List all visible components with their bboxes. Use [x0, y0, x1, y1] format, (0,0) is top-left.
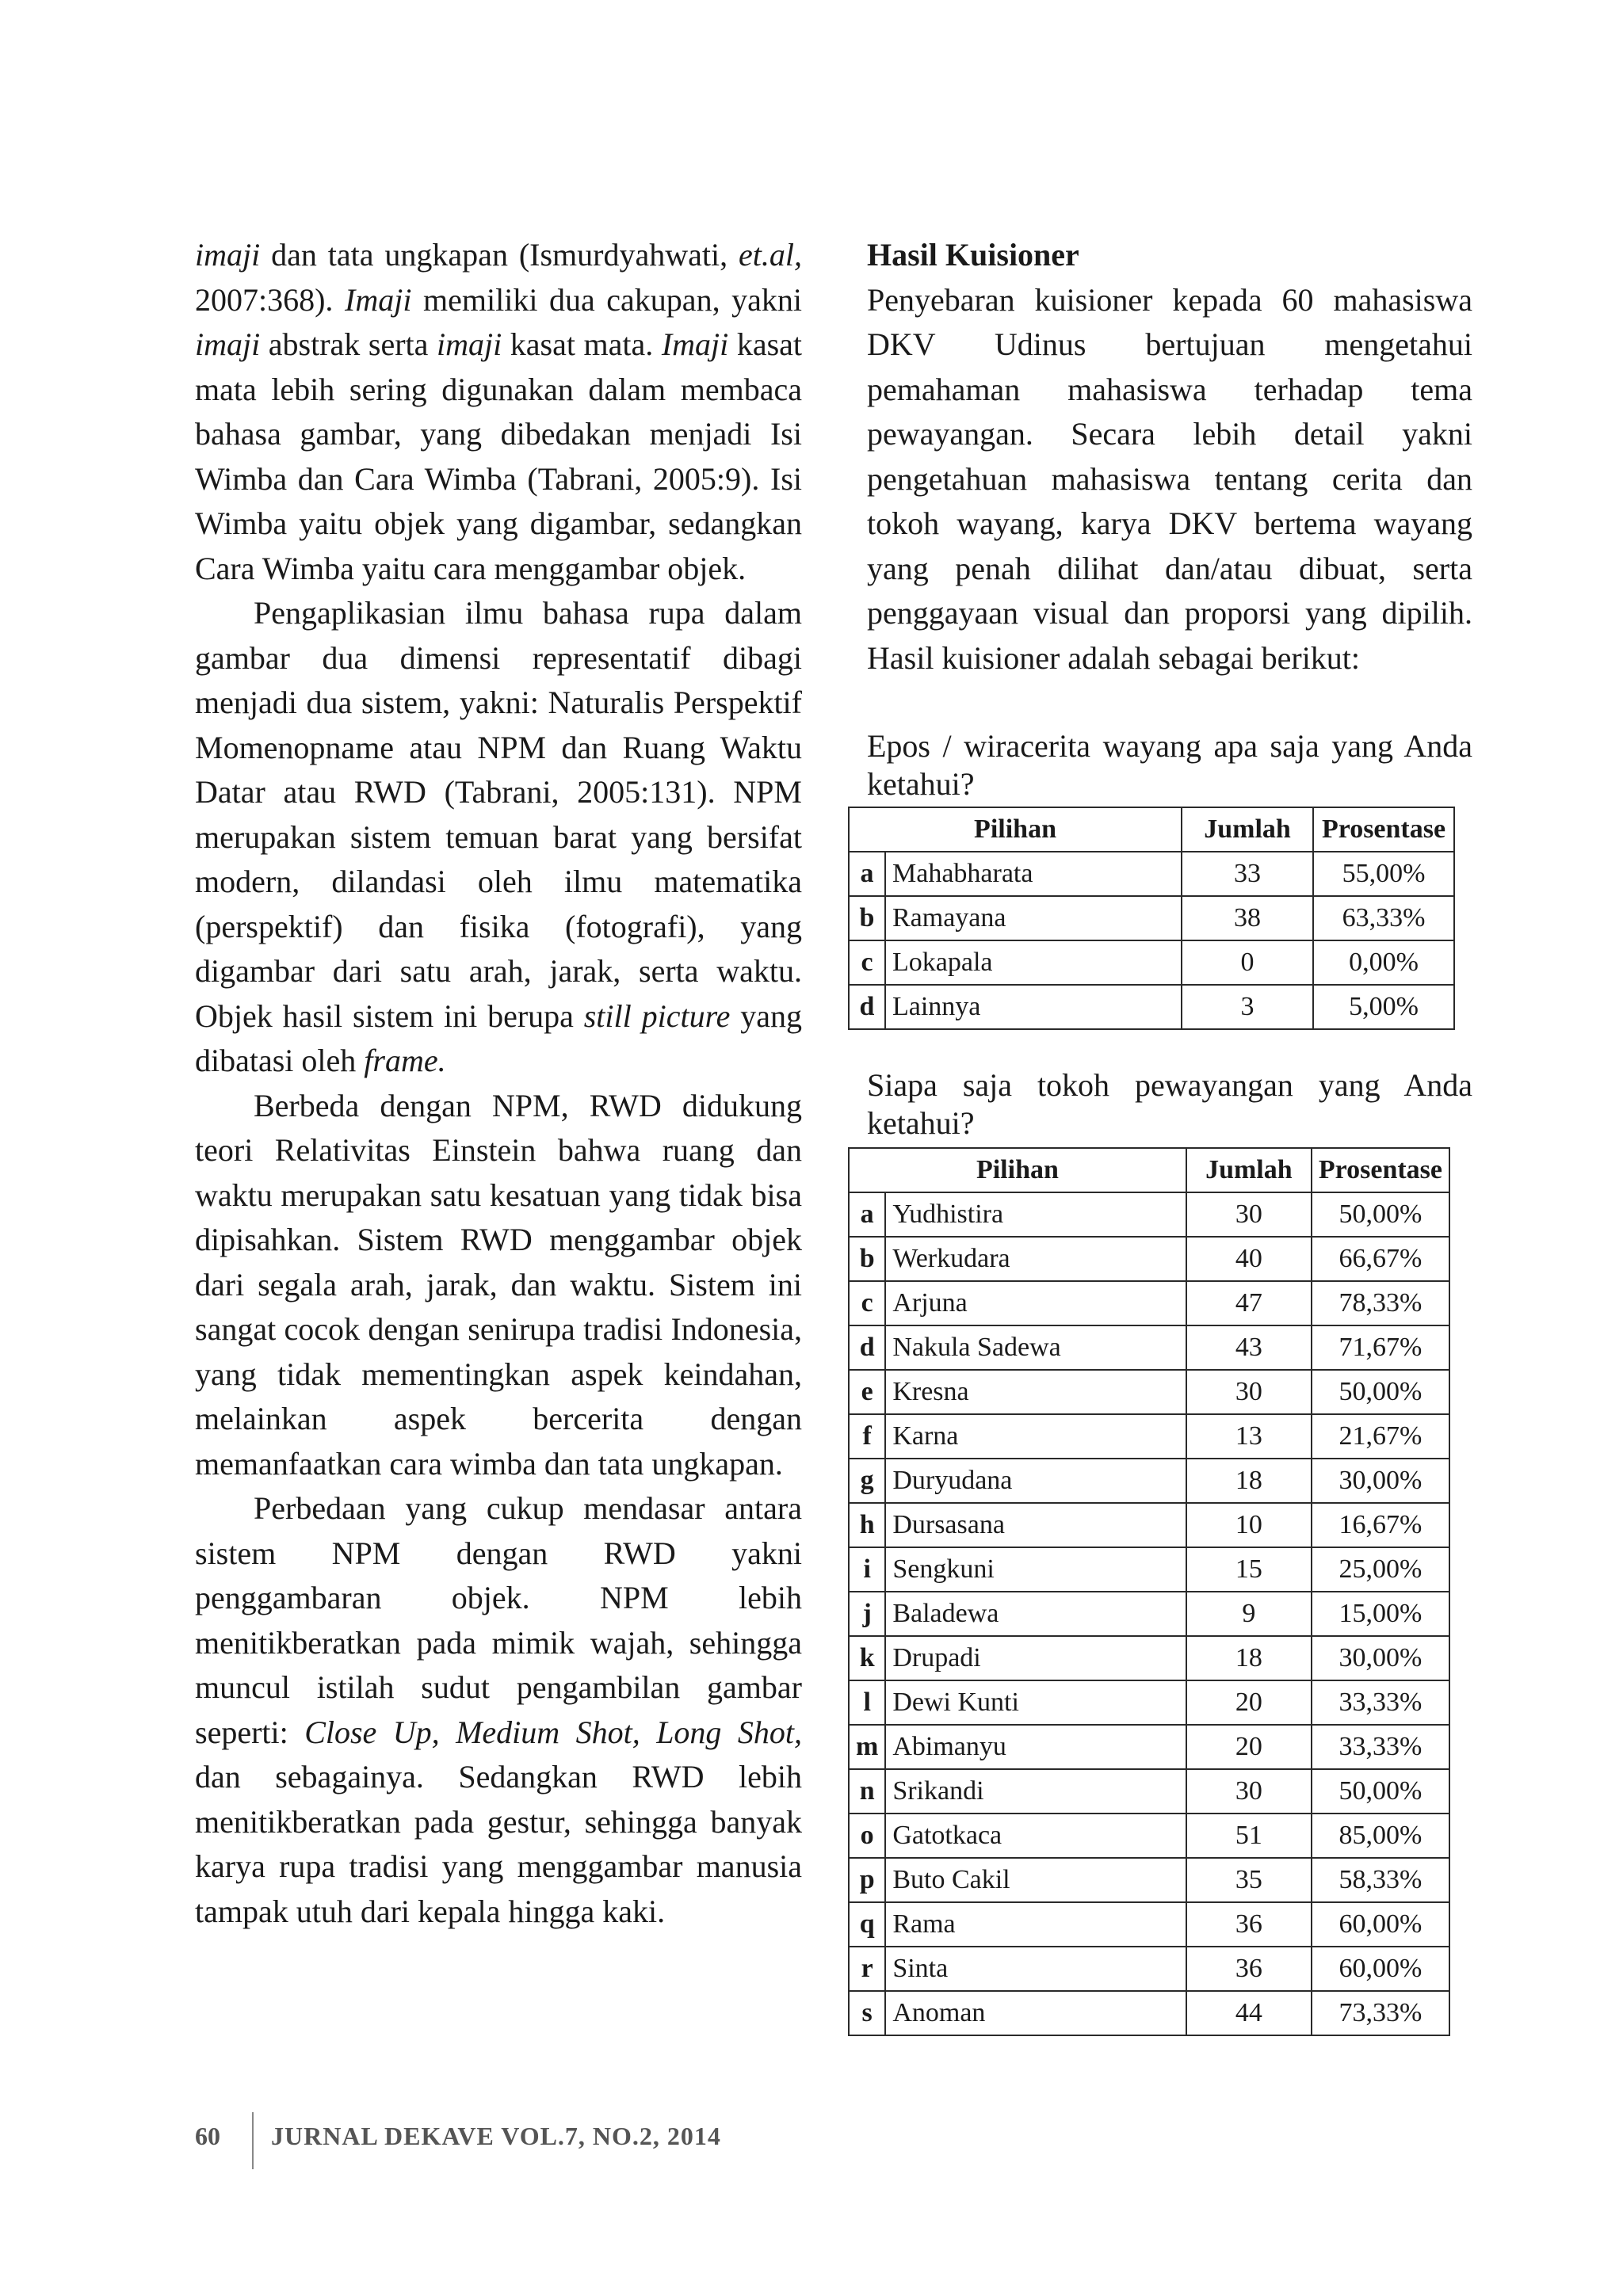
row-percentage: 33,33%	[1312, 1680, 1449, 1725]
footer-divider	[252, 2112, 254, 2169]
row-count: 33	[1182, 852, 1313, 896]
row-percentage: 50,00%	[1312, 1769, 1449, 1814]
row-count: 15	[1186, 1547, 1312, 1592]
text-run: kasat mata.	[502, 326, 662, 362]
row-option: Ramayana	[885, 896, 1182, 940]
row-option: Sengkuni	[885, 1547, 1186, 1592]
table-row	[849, 1991, 1449, 2035]
text-run: abstrak serta	[260, 326, 437, 362]
row-option: Gatotkaca	[885, 1814, 1186, 1858]
row-count: 9	[1186, 1592, 1312, 1636]
paragraph-3	[195, 1084, 802, 1487]
table-row	[849, 852, 1454, 896]
text-run: 2007:368).	[195, 281, 345, 318]
table-row	[849, 1725, 1449, 1769]
text-run: et.al,	[739, 237, 802, 273]
row-option: Yudhistira	[885, 1192, 1186, 1237]
table-row	[849, 940, 1454, 985]
table-row	[849, 1237, 1449, 1281]
row-count: 40	[1186, 1237, 1312, 1281]
paragraph-4	[195, 1486, 802, 1934]
text-run: imaji	[436, 326, 502, 362]
row-option: Kresna	[885, 1370, 1186, 1414]
section-title: Hasil Kuisioner	[867, 237, 1079, 273]
row-count: 47	[1186, 1281, 1312, 1325]
row-letter: q	[849, 1902, 885, 1947]
table-row	[849, 1769, 1449, 1814]
row-letter: h	[849, 1503, 885, 1547]
table-row	[849, 1503, 1449, 1547]
row-letter: d	[849, 1325, 885, 1370]
intro-paragraph: Penyebaran kuisioner kepada 60 mahasiswa DKV Udinus bertujuan mengetahui pemahaman mahasiswa terhadap tema pewayangan. Secara lebih detail yakni pengetahuan mahasiswa tentang cerita dan tokoh wayang, karya DKV bertema wayang yang penah dilihat dan/atau dibuat, serta penggayaan visual dan proporsi yang dipilih. Hasil kuisioner adalah sebagai berikut:	[867, 281, 1472, 676]
row-count: 30	[1186, 1370, 1312, 1414]
page-number: 60	[195, 2122, 220, 2150]
row-percentage: 21,67%	[1312, 1414, 1449, 1459]
row-letter: d	[849, 985, 885, 1029]
row-letter: g	[849, 1459, 885, 1503]
table-header-row	[849, 807, 1454, 852]
epos-table	[848, 807, 1455, 1030]
row-percentage: 33,33%	[1312, 1725, 1449, 1769]
row-letter: b	[849, 1237, 885, 1281]
table-row	[849, 1947, 1449, 1991]
table-row	[849, 985, 1454, 1029]
text-run: imaji	[195, 326, 261, 362]
row-letter: a	[849, 852, 885, 896]
row-letter: c	[849, 940, 885, 985]
row-letter: s	[849, 1991, 885, 2035]
table-row	[849, 1281, 1449, 1325]
row-percentage: 55,00%	[1313, 852, 1454, 896]
table-header-row	[849, 1148, 1449, 1192]
row-count: 35	[1186, 1858, 1312, 1902]
journal-title: JURNAL DEKAVE VOL.7, NO.2, 2014	[271, 2122, 721, 2150]
table-row	[849, 1902, 1449, 1947]
table-row	[849, 1414, 1449, 1459]
header-prosentase: Prosentase	[1312, 1148, 1449, 1192]
row-percentage: 73,33%	[1312, 1991, 1449, 2035]
row-percentage: 25,00%	[1312, 1547, 1449, 1592]
row-count: 30	[1186, 1192, 1312, 1237]
text-run: kasat mata lebih sering digunakan dalam membaca bahasa gambar, yang dibedakan menjadi Isi Wimba dan Cara Wimba (Tabrani, 2005:9). Isi Wimba yaitu objek yang digambar, sedangkan Cara Wimba yaitu cara menggambar objek.	[195, 326, 803, 586]
table-row	[849, 1192, 1449, 1237]
row-percentage: 58,33%	[1312, 1858, 1449, 1902]
row-count: 18	[1186, 1459, 1312, 1503]
paragraph-1	[195, 233, 802, 591]
table-row	[849, 1370, 1449, 1414]
header-pilihan: Pilihan	[849, 1148, 1186, 1192]
table-row	[849, 1592, 1449, 1636]
row-option: Lokapala	[885, 940, 1182, 985]
text-run: Perbedaan yang cukup mendasar antara sistem NPM dengan RWD yakni penggambaran objek. NPM lebih menitikberatkan pada mimik wajah, sehingga muncul istilah sudut pengambilan gambar seperti:	[195, 1490, 802, 1750]
row-percentage: 50,00%	[1312, 1192, 1449, 1237]
row-count: 51	[1186, 1814, 1312, 1858]
row-percentage: 0,00%	[1313, 940, 1454, 985]
row-letter: l	[849, 1680, 885, 1725]
tokoh-table	[848, 1147, 1450, 2036]
header-jumlah: Jumlah	[1186, 1148, 1312, 1192]
row-option: Werkudara	[885, 1237, 1186, 1281]
row-letter: a	[849, 1192, 885, 1237]
row-count: 18	[1186, 1636, 1312, 1680]
text-run: dan sebagainya. Sedangkan RWD lebih menitikberatkan pada gestur, sehingga banyak karya rupa tradisi yang menggambar manusia tampak utuh dari kepala hingga kaki.	[195, 1759, 802, 1929]
question-1: Epos / wiracerita wayang apa saja yang Anda ketahui?	[867, 728, 1472, 802]
row-option: Dursasana	[885, 1503, 1186, 1547]
row-letter: k	[849, 1636, 885, 1680]
row-percentage: 71,67%	[1312, 1325, 1449, 1370]
paragraph-2	[195, 591, 802, 1084]
row-option: Drupadi	[885, 1636, 1186, 1680]
header-pilihan: Pilihan	[849, 807, 1182, 852]
row-option: Baladewa	[885, 1592, 1186, 1636]
row-option: Sinta	[885, 1947, 1186, 1991]
right-column	[867, 233, 1472, 704]
row-count: 36	[1186, 1947, 1312, 1991]
table-row	[849, 1814, 1449, 1858]
row-count: 36	[1186, 1902, 1312, 1947]
table-row	[849, 1325, 1449, 1370]
row-option: Duryudana	[885, 1459, 1186, 1503]
table-row	[849, 1636, 1449, 1680]
table-row	[849, 1858, 1449, 1902]
row-option: Lainnya	[885, 985, 1182, 1029]
text-run: Berbeda dengan NPM, RWD didukung teori Relativitas Einstein bahwa ruang dan waktu merupakan satu kesatuan yang tidak bisa dipisahkan. Sistem RWD menggambar objek dari segala arah, jarak, dan waktu. Sistem ini sangat cocok dengan senirupa tradisi Indonesia, yang tidak mementingkan aspek keindahan, melainkan aspek bercerita dengan memanfaatkan cara wimba dan tata ungkapan.	[195, 1087, 802, 1482]
row-letter: f	[849, 1414, 885, 1459]
row-count: 13	[1186, 1414, 1312, 1459]
row-option: Dewi Kunti	[885, 1680, 1186, 1725]
row-option: Karna	[885, 1414, 1186, 1459]
row-option: Arjuna	[885, 1281, 1186, 1325]
row-count: 43	[1186, 1325, 1312, 1370]
header-prosentase: Prosentase	[1313, 807, 1454, 852]
row-option: Mahabharata	[885, 852, 1182, 896]
left-column	[195, 233, 802, 1934]
text-run: Imaji	[345, 281, 412, 318]
row-count: 38	[1182, 896, 1313, 940]
row-option: Abimanyu	[885, 1725, 1186, 1769]
row-option: Nakula Sadewa	[885, 1325, 1186, 1370]
table-row	[849, 1459, 1449, 1503]
row-percentage: 5,00%	[1313, 985, 1454, 1029]
text-run: memiliki dua cakupan, yakni	[411, 281, 802, 318]
row-percentage: 30,00%	[1312, 1636, 1449, 1680]
table-row	[849, 1547, 1449, 1592]
row-letter: o	[849, 1814, 885, 1858]
text-run: imaji	[195, 237, 261, 273]
row-option: Srikandi	[885, 1769, 1186, 1814]
row-letter: i	[849, 1547, 885, 1592]
row-letter: e	[849, 1370, 885, 1414]
row-count: 20	[1186, 1680, 1312, 1725]
row-letter: b	[849, 896, 885, 940]
row-count: 44	[1186, 1991, 1312, 2035]
row-count: 30	[1186, 1769, 1312, 1814]
row-count: 10	[1186, 1503, 1312, 1547]
row-letter: c	[849, 1281, 885, 1325]
text-run: Imaji	[661, 326, 729, 362]
row-count: 20	[1186, 1725, 1312, 1769]
row-count: 0	[1182, 940, 1313, 985]
text-run: frame.	[364, 1043, 446, 1078]
row-percentage: 15,00%	[1312, 1592, 1449, 1636]
row-letter: j	[849, 1592, 885, 1636]
text-run: dan tata ungkapan (Ismurdyahwati,	[260, 237, 739, 273]
row-letter: n	[849, 1769, 885, 1814]
text-run: Close Up, Medium Shot, Long Shot,	[304, 1714, 802, 1750]
row-percentage: 85,00%	[1312, 1814, 1449, 1858]
question-2: Siapa saja tokoh pewayangan yang Anda ketahui?	[867, 1067, 1472, 1141]
row-option: Buto Cakil	[885, 1858, 1186, 1902]
row-percentage: 50,00%	[1312, 1370, 1449, 1414]
row-percentage: 16,67%	[1312, 1503, 1449, 1547]
row-percentage: 66,67%	[1312, 1237, 1449, 1281]
row-letter: m	[849, 1725, 885, 1769]
row-letter: r	[849, 1947, 885, 1991]
text-run: yang dibatasi oleh	[195, 997, 802, 1078]
row-percentage: 60,00%	[1312, 1902, 1449, 1947]
row-percentage: 63,33%	[1313, 896, 1454, 940]
table-row	[849, 896, 1454, 940]
row-percentage: 30,00%	[1312, 1459, 1449, 1503]
row-count: 3	[1182, 985, 1313, 1029]
row-option: Rama	[885, 1902, 1186, 1947]
row-percentage: 78,33%	[1312, 1281, 1449, 1325]
text-run: Pengaplikasian ilmu bahasa rupa dalam gambar dua dimensi representatif dibagi menjadi dua sistem, yakni: Naturalis Perspektif Momenopname atau NPM dan Ruang Waktu Datar atau RWD (Tabrani, 2005:131). NPM merupakan sistem temuan barat yang bersifat modern, dilandasi oleh ilmu matematika (perspektif) dan fisika (fotografi), yang digambar dari satu arah, jarak, serta waktu. Objek hasil sistem ini berupa	[195, 595, 802, 1034]
header-jumlah: Jumlah	[1182, 807, 1313, 852]
row-letter: p	[849, 1858, 885, 1902]
row-option: Anoman	[885, 1991, 1186, 2035]
text-run: still picture	[583, 997, 731, 1034]
row-percentage: 60,00%	[1312, 1947, 1449, 1991]
table-row	[849, 1680, 1449, 1725]
